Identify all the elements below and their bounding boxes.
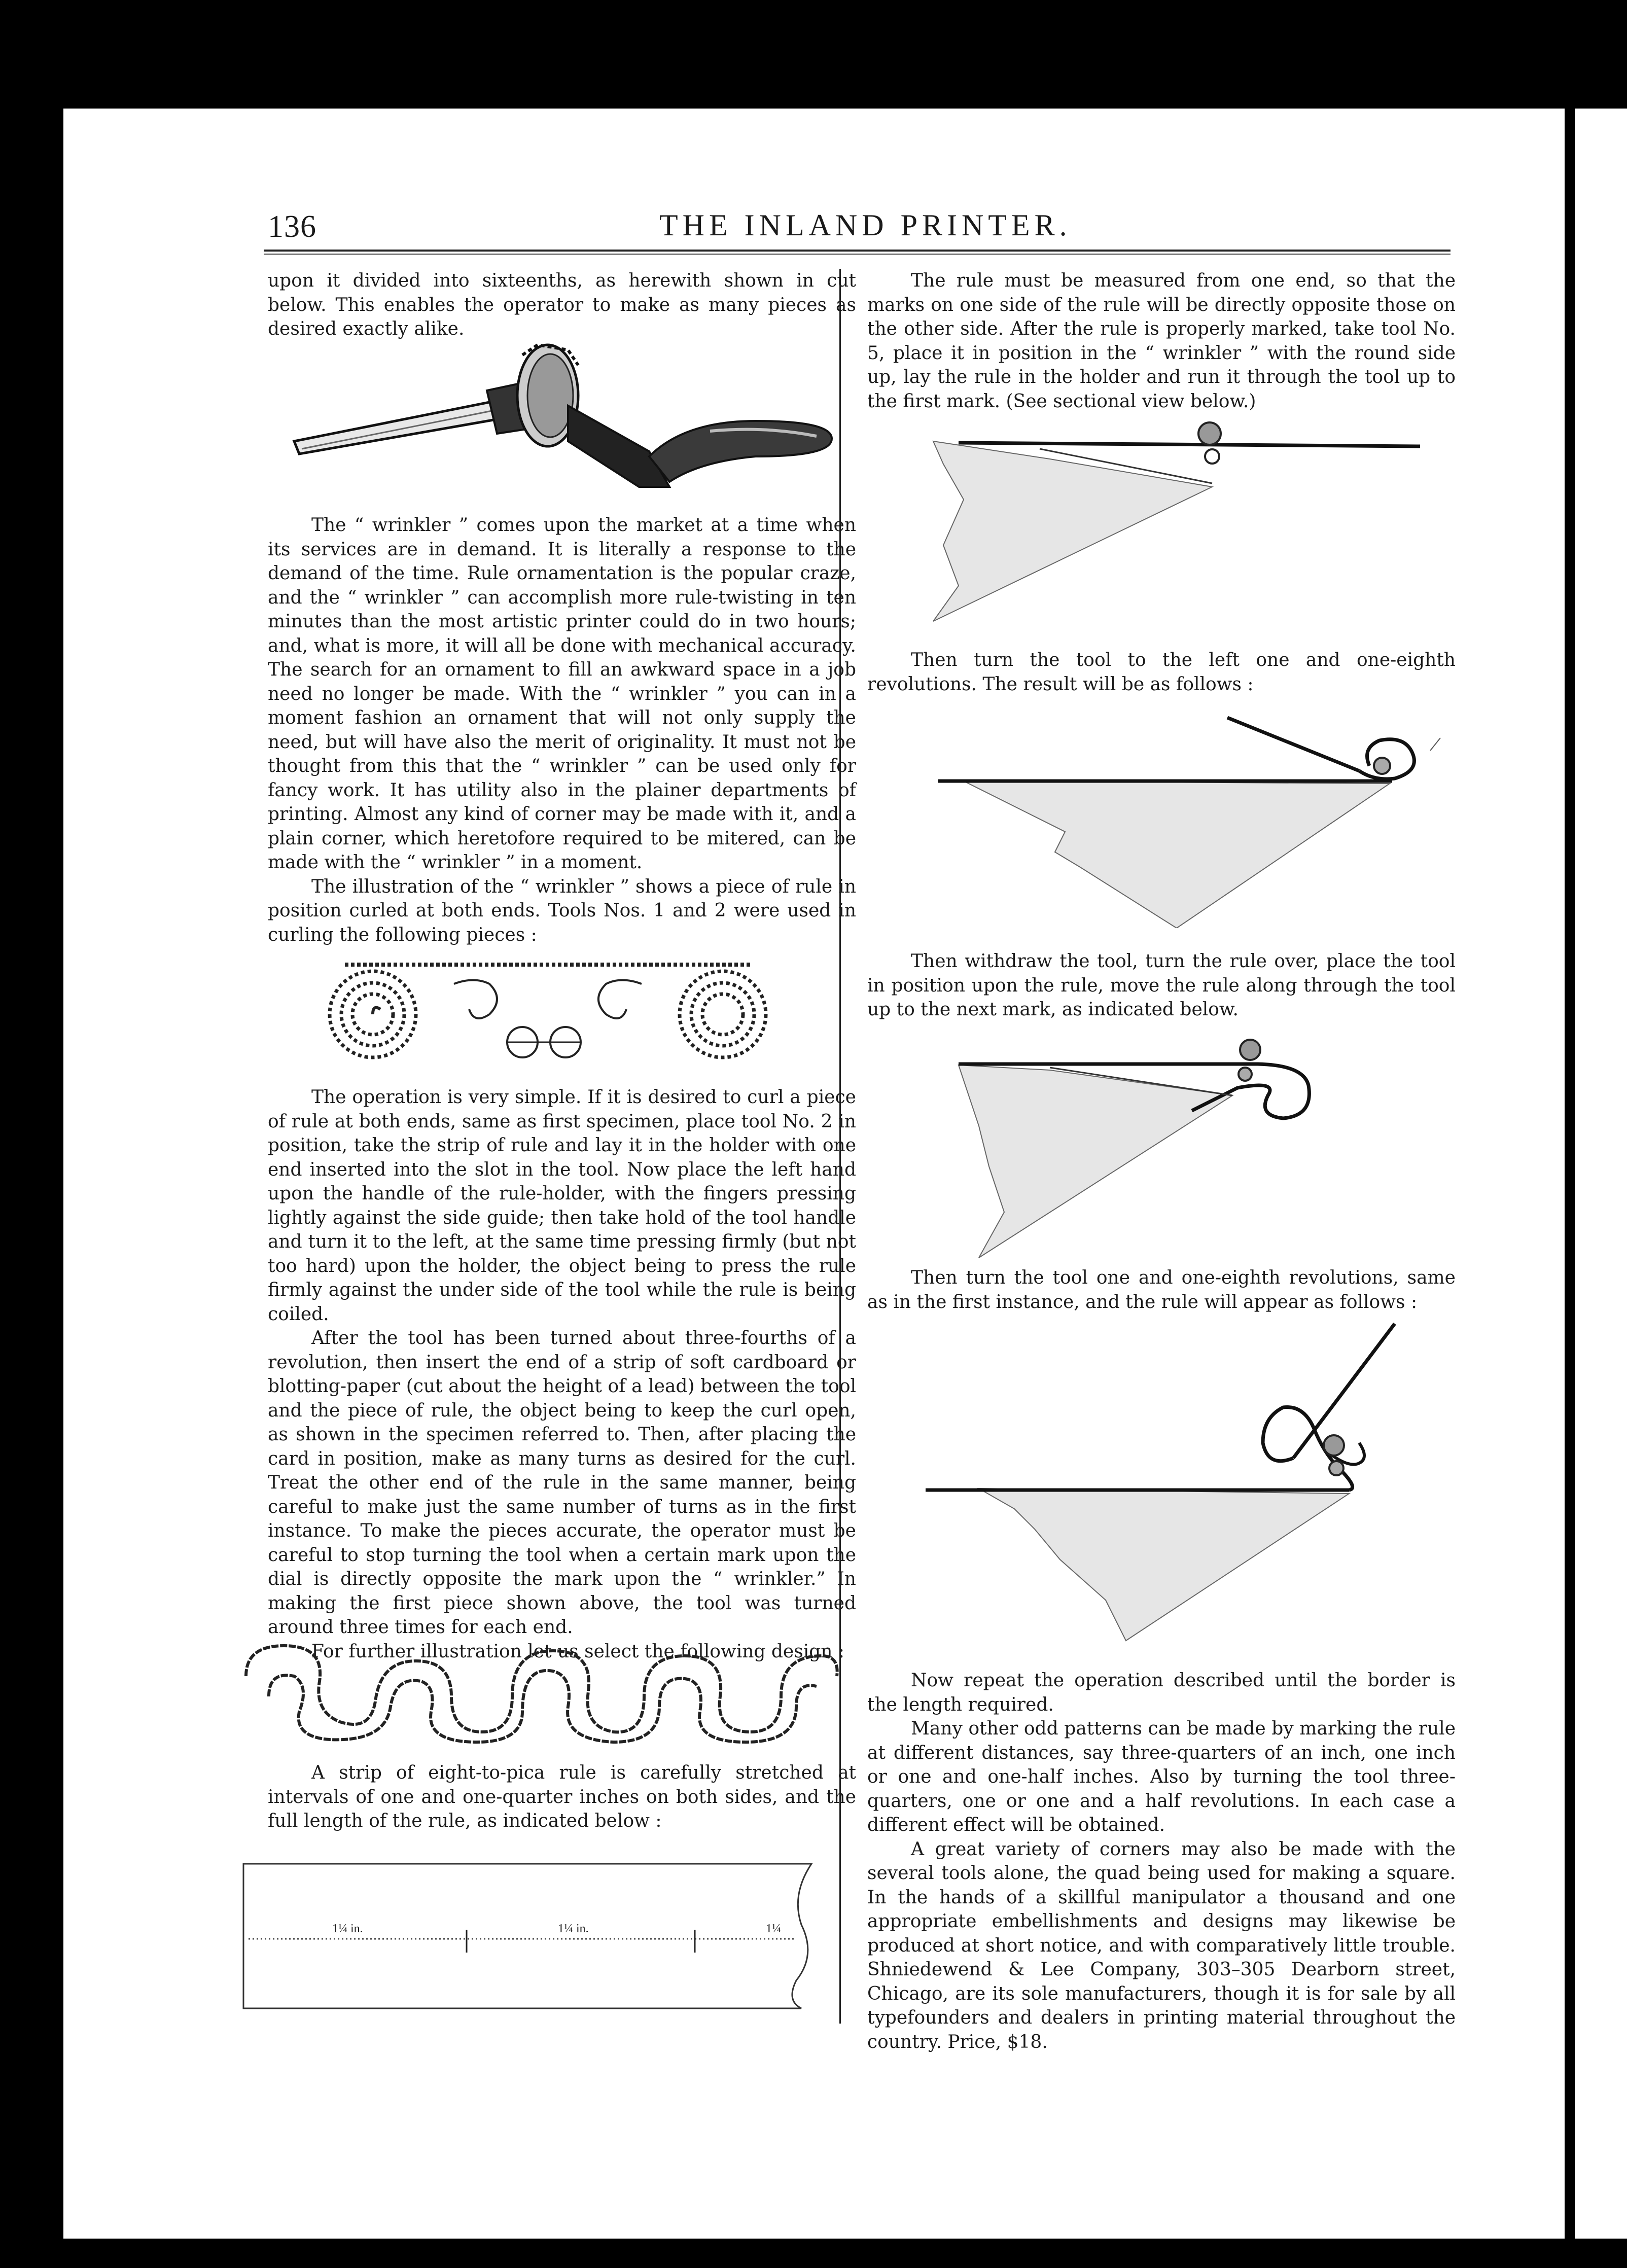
wavy-border-design [238, 1636, 842, 1747]
sectional-view-3 [948, 1035, 1385, 1263]
sectional-view-2 [933, 710, 1451, 928]
left-paragraph-2-3 [268, 513, 856, 947]
right-paragraph-1: The rule must be measured from one end, so that the marks on one side of the rule will be directly opposite those on the other side. After the rule is properly marked, take tool No. 5, place it in position in the “ wrinkler ” with the round side up, lay the rule in the holder and run it through the tool up to the first mark. (See sectional view below.) [867, 270, 1456, 412]
measurement-strip-figure [238, 1854, 847, 2016]
right-paragraph-4: Then turn the tool one and one-eighth revolutions, same as in the first instance, and the rule will appear as follows : [867, 1267, 1456, 1313]
right-paragraph-6: Many other odd patterns can be made by marking the rule at different distances, say three-quarters of an inch, one inch or one and one-half inches. Also by turning the tool three-quarters, one or one and a half revolutions. In each case a different effect will be obtained. [867, 1718, 1456, 1835]
running-title: THE INLAND PRINTER. [659, 208, 1072, 242]
left-paragraph-4: The operation is very simple. If it is desired to curl a piece of rule at both ends, same as first specimen, place tool No. 2 in position, take the strip of rule and lay it in the holder with one end inserted into the slot in the tool. Now place the left hand upon the handle of the rule-holder, with the fingers pressing lightly against the side guide; then take hold of the tool handle and turn it to the left, at the same time pressing firmly (but not too hard) upon the holder, the object being to press the rule firmly against the under side of the tool while the rule is being coiled. [268, 1087, 856, 1325]
measure-label-1: 1¼ in. [332, 1922, 363, 1935]
right-paragraph-3: Then withdraw the tool, turn the rule over, place the tool in position upon the rule, move the rule along through the tool up to the next mark, as indicated below. [867, 951, 1456, 1020]
page-number: 136 [268, 209, 316, 244]
left-paragraph-6: For further illustration let us select the following design : [311, 1641, 845, 1662]
sectional-view-4 [913, 1316, 1410, 1671]
left-paragraph-5: After the tool has been turned about three-fourths of a revolution, then insert the end of a strip of soft cardboard or blotting-paper (cut about the height of a lead) between the tool and the piece of rule, the object being to keep the curl open, as shown in the specimen referred to. Then, after placing the card in position, make as many turns as desired for the curl. Treat the other end of the rule in the same manner, being careful to make just the same number of turns as in the first instance. To make the pieces accurate, the operator must be careful to stop turning the tool when a certain mark upon the dial is directly opposite the mark upon the “ wrinkler.” In making the first piece shown above, the tool was turned around three times for each end. [268, 1328, 856, 1638]
measure-label-2: 1¼ in. [558, 1922, 589, 1935]
adjacent-page-edge [1575, 109, 1627, 2239]
right-paragraph-5: Now repeat the operation described until the border is the length required. [867, 1670, 1456, 1715]
left-paragraph-7: A strip of eight-to-pica rule is carefully stretched at intervals of one and one-quarter inches on both sides, and the full length of the rule, as indicated below : [268, 1762, 856, 1831]
header-rule-thin [264, 254, 1451, 255]
right-paragraph-5-7 [867, 1669, 1456, 2054]
curled-rule-specimens [325, 959, 771, 1080]
left-paragraph-2: The “ wrinkler ” comes upon the market at a time when its services are in demand. It is literally a response to the demand of the time. Rule ornamentation is the popular craze, and the “ wrinkler ” can accomplish more rule-twisting in ten minutes than the most artistic printer could do in two hours; and, what is more, it will all be done with mechanical accuracy. The search for an ornament to fill an awkward space in a job need no longer be made. With the “ wrinkler ” you can in a moment fashion an ornament that will not only supply the need, but will have also the merit of originality. It must not be thought from this that the “ wrinkler ” can be used only for fancy work. It has utility also in the plainer departments of printing. Almost any kind of corner may be made with it, and a plain corner, which heretofore required to be mitered, can be made with the “ wrinkler ” in a moment. [268, 515, 856, 873]
wrinkler-tool-illustration [284, 335, 852, 497]
right-paragraph-7: A great variety of corners may also be made with the several tools alone, the quad being used for making a square. In the hands of a skillful manipulator a thousand and one appropriate embellishments and designs may likewise be produced at short notice, and with comparatively little trouble. Shniedewend & Lee Company, 303–305 Dearborn street, Chicago, are its sole manufacturers, though it is for sale by all typefounders and dealers in printing material throughout the country. Price, $18. [867, 1838, 1456, 2052]
sectional-view-1 [928, 418, 1435, 631]
measure-label-3: 1¼ [766, 1922, 781, 1935]
left-paragraph-4-6 [268, 1085, 856, 1663]
left-paragraph-3: The illustration of the “ wrinkler ” shows a piece of rule in position curled at both ends. Tools Nos. 1 and 2 were used in curling the following pieces : [268, 876, 856, 945]
right-paragraph-2: Then turn the tool to the left one and one-eighth revolutions. The result will be as follows : [867, 650, 1456, 695]
header-rule [264, 250, 1451, 252]
left-paragraph-1: upon it divided into sixteenths, as herewith shown in cut below. This enables the operator to make as many pieces as desired exactly alike. [268, 270, 856, 339]
